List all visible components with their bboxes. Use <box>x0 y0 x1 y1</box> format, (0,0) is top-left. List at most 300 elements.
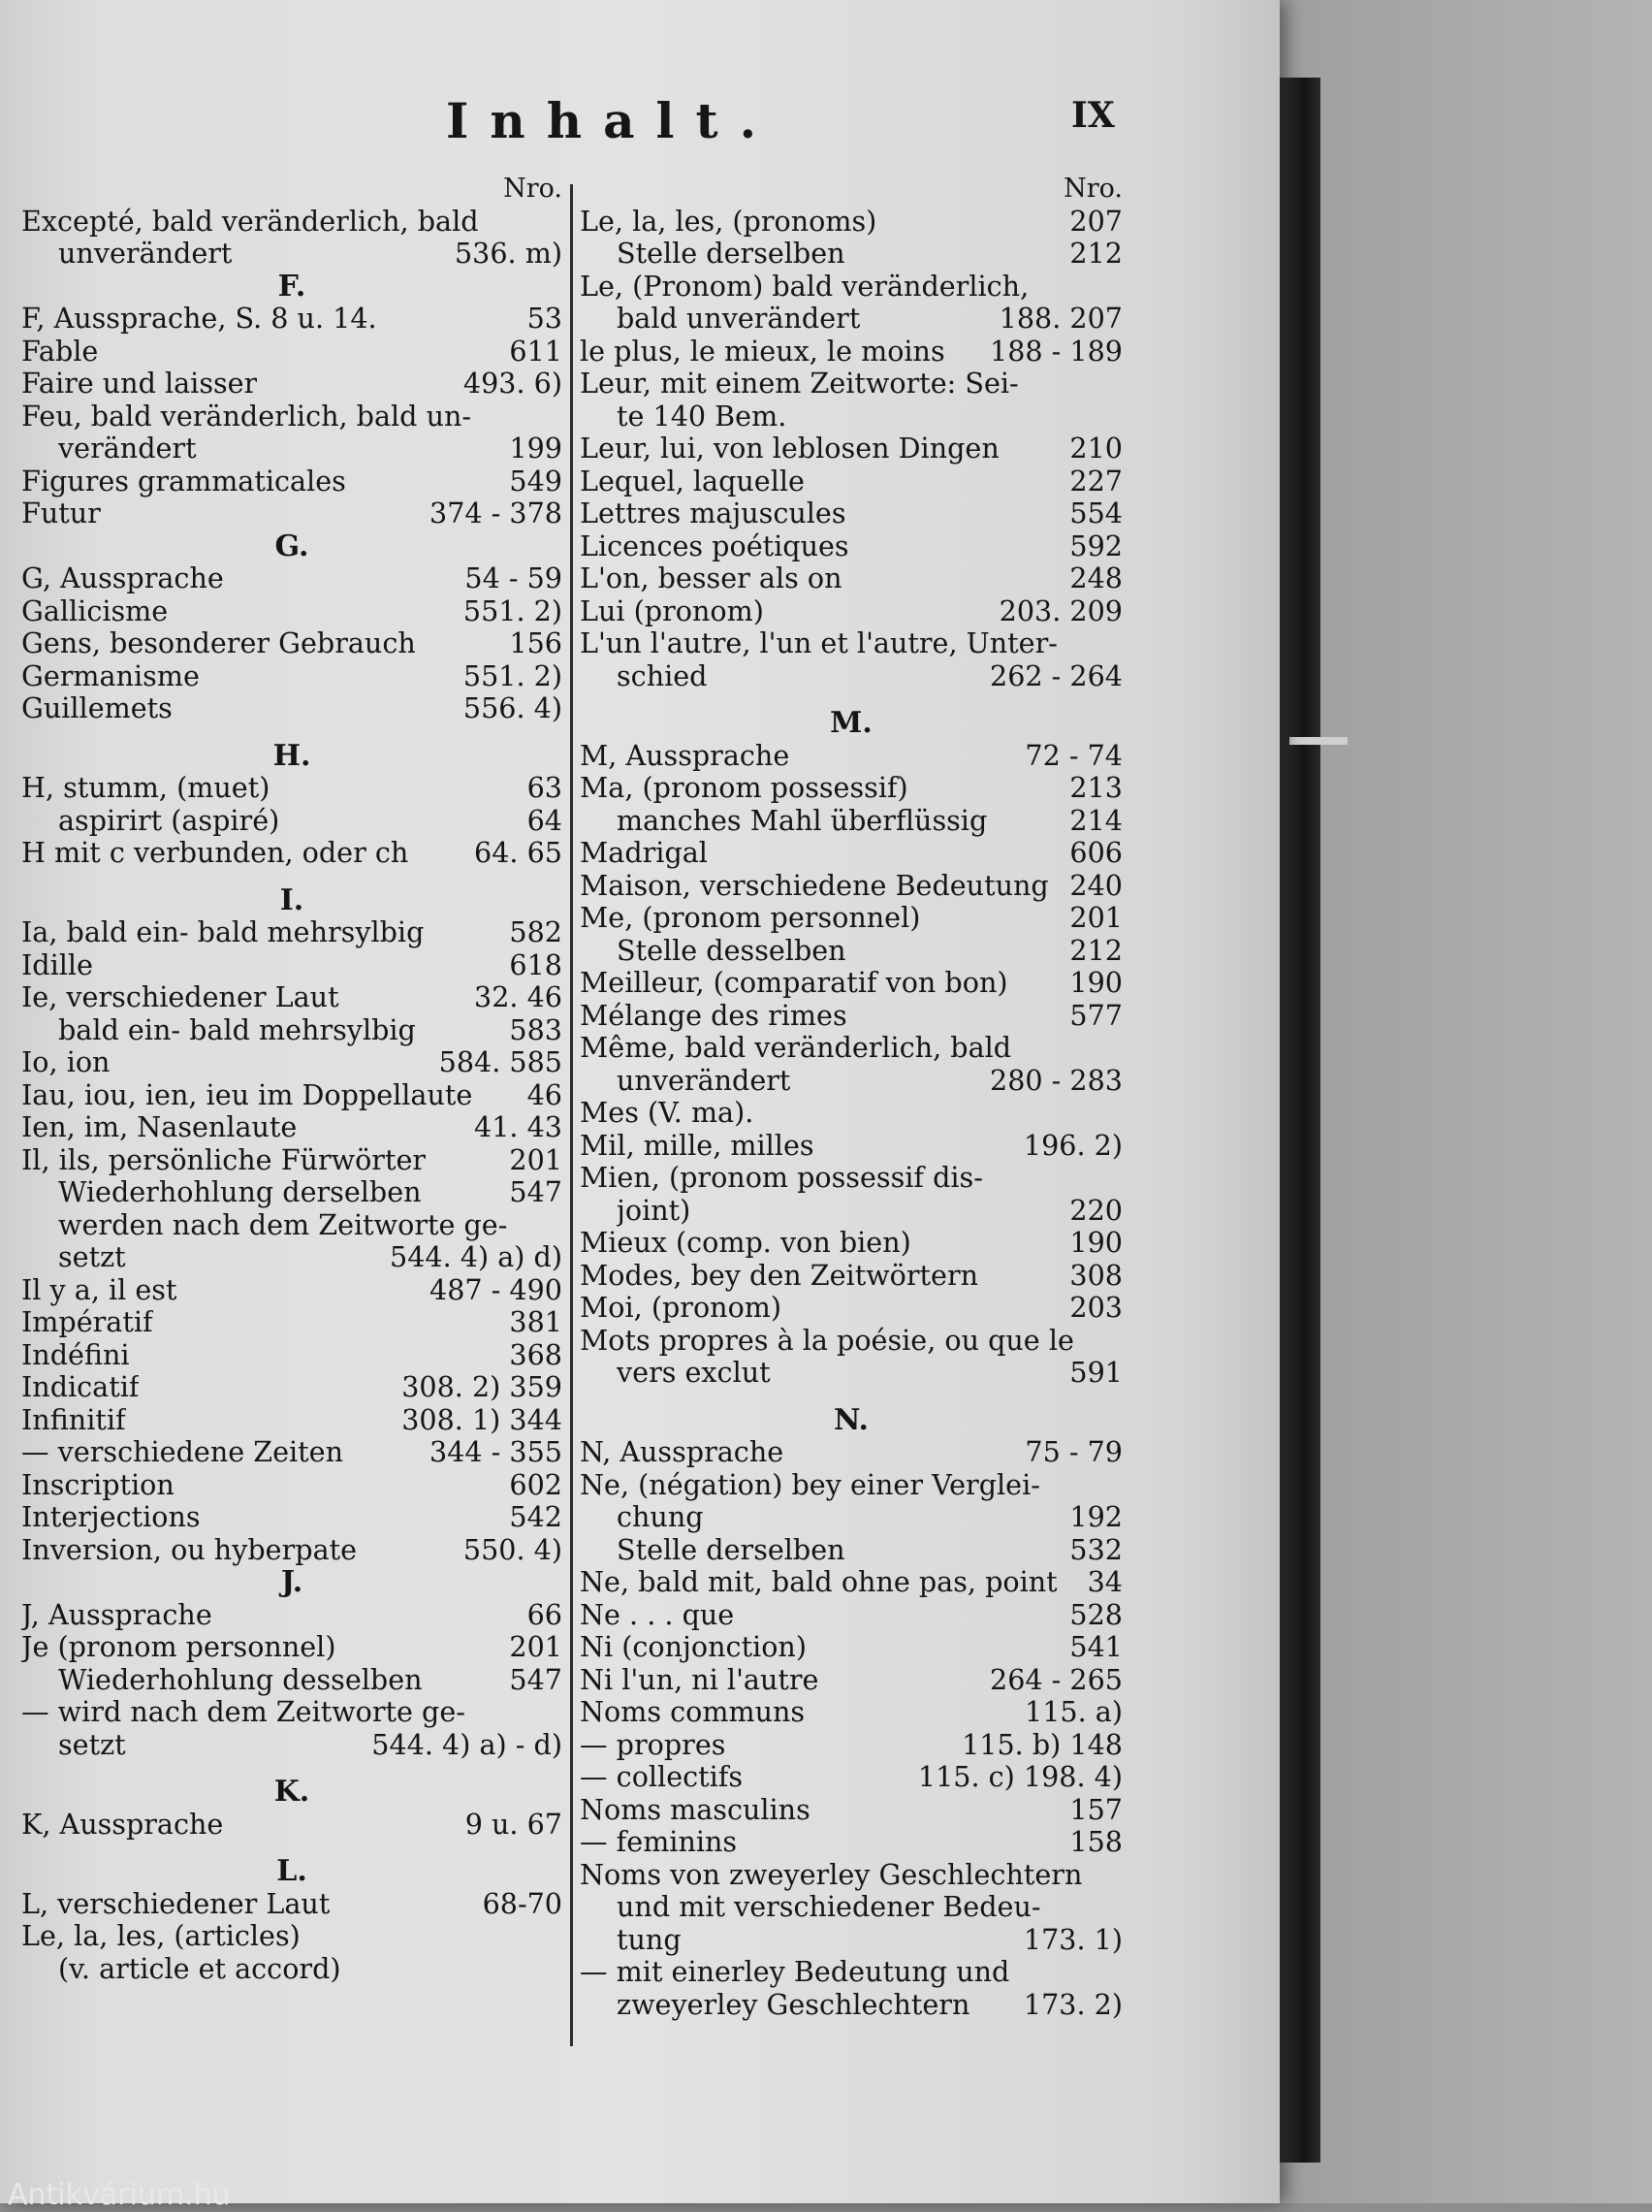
entry-term: Fable <box>21 335 99 368</box>
entry-term: zweyerley Geschlechtern <box>617 1988 970 2021</box>
index-entry <box>21 1046 562 1079</box>
entry-term: Modes, bey den Zeitwörtern <box>580 1259 979 1292</box>
entry-number: 213 <box>1069 771 1123 804</box>
index-entry <box>21 238 562 271</box>
index-entry <box>580 595 1123 628</box>
index-entry <box>580 1436 1123 1469</box>
entry-number: 551. 2) <box>462 658 562 692</box>
entry-term: Excepté, bald veränderlich, bald <box>21 205 479 238</box>
entry-term: Madrigal <box>580 837 708 869</box>
entry-number: 190 <box>1069 1226 1123 1259</box>
index-entry <box>21 1371 562 1404</box>
entry-number <box>1113 1956 1123 1989</box>
index-entry <box>580 562 1123 595</box>
bookmark-ribbon <box>1289 737 1348 745</box>
index-entry <box>580 740 1123 773</box>
entry-term: setzt <box>58 1728 126 1761</box>
entry-term: G, Aussprache <box>21 562 224 594</box>
entry-number: 203. 209 <box>999 593 1123 627</box>
index-entry <box>580 206 1123 239</box>
entry-term: Ien, im, Nasenlaute <box>21 1111 298 1143</box>
index-entry <box>580 1794 1123 1827</box>
index-entry <box>580 401 1123 433</box>
entry-number <box>1113 1162 1123 1195</box>
index-entry <box>21 1274 562 1307</box>
entry-term: Idille <box>21 948 93 981</box>
entry-number: 212 <box>1069 237 1123 270</box>
index-entry <box>580 530 1123 563</box>
entry-term: Wiederhohlung desselben <box>58 1663 423 1696</box>
index-entry <box>580 1097 1123 1130</box>
index-entry <box>580 1826 1123 1859</box>
entry-number: 532 <box>1069 1532 1123 1566</box>
index-entry <box>580 1325 1123 1358</box>
index-entry <box>21 1241 562 1274</box>
page-title: Inhalt. <box>446 92 778 149</box>
index-entry <box>580 1000 1123 1033</box>
entry-term: Noms masculins <box>580 1793 810 1826</box>
entry-term: Impératif <box>21 1306 153 1338</box>
index-entry <box>580 1162 1123 1195</box>
spacer <box>580 1390 1123 1404</box>
index-entry <box>580 368 1123 401</box>
section-letter: G. <box>274 529 309 563</box>
entry-number: 190 <box>1069 966 1123 999</box>
entry-number: 592 <box>1069 529 1123 562</box>
index-entry <box>21 336 562 369</box>
entry-number: 541 <box>1069 1630 1123 1663</box>
index-entry <box>21 805 562 838</box>
entry-number <box>553 206 562 239</box>
entry-number: 115. c) 198. 4) <box>917 1760 1123 1793</box>
index-entry <box>21 1888 562 1921</box>
entry-number: 75 - 79 <box>1025 1435 1123 1468</box>
index-entry <box>21 497 562 530</box>
entry-term: Licences poétiques <box>580 529 849 562</box>
index-entry <box>580 1292 1123 1325</box>
entry-term: Le, la, les, (articles) <box>21 1920 301 1952</box>
entry-number: 53 <box>526 302 562 335</box>
index-entry <box>21 772 562 805</box>
entry-term: — wird nach dem Zeitworte ge- <box>21 1696 465 1728</box>
entry-number: 9 u. 67 <box>464 1807 562 1841</box>
entry-number: 41. 43 <box>474 1110 562 1143</box>
entry-number: 544. 4) a) d) <box>390 1240 562 1273</box>
index-entry <box>21 1209 562 1242</box>
entry-term: Germanisme <box>21 659 200 692</box>
index-entry <box>580 1729 1123 1762</box>
entry-term: Noms communs <box>580 1696 806 1728</box>
entry-term: Stelle desselben <box>617 934 846 967</box>
section-letter: H. <box>272 738 311 773</box>
entry-term: Infinitif <box>21 1403 126 1436</box>
entry-term: Inversion, ou hyberpate <box>21 1533 358 1566</box>
entry-number: 201 <box>509 1630 562 1663</box>
index-entry <box>21 401 562 433</box>
index-entry <box>580 433 1123 465</box>
index-column-left <box>21 173 562 1985</box>
entry-term: Guillemets <box>21 692 173 724</box>
entry-number <box>553 1953 562 1986</box>
entry-number: 115. b) 148 <box>962 1727 1123 1761</box>
index-entry <box>580 870 1123 903</box>
entry-number: 544. 4) a) - d) <box>371 1727 562 1761</box>
entry-number: 227 <box>1069 464 1123 497</box>
column-divider <box>570 184 573 2046</box>
spacer <box>21 1841 562 1855</box>
index-entry <box>21 465 562 498</box>
spacer <box>21 870 562 884</box>
entry-number <box>1113 1325 1123 1358</box>
index-entry <box>580 1859 1123 1892</box>
nro-label: Nro. <box>1064 174 1123 204</box>
index-entry <box>21 1920 562 1953</box>
spacer <box>21 725 562 740</box>
entry-term: Il y a, il est <box>21 1273 177 1306</box>
entry-term: Figures grammaticales <box>21 465 346 497</box>
entry-number: 542 <box>509 1500 562 1533</box>
entry-term: Ne, bald mit, bald ohne pas, point <box>580 1566 1058 1598</box>
entry-number: 549 <box>509 464 562 497</box>
entry-term: Mieux (comp. von bien) <box>580 1227 911 1259</box>
entry-number: 188 - 189 <box>990 334 1123 368</box>
entry-number: 64 <box>526 803 562 837</box>
index-entry <box>580 967 1123 1000</box>
entry-term: Wiederhohlung derselben <box>58 1176 422 1208</box>
entry-term: aspirirt (aspiré) <box>58 804 280 837</box>
page-number: IX <box>1071 95 1115 136</box>
section-letter: K. <box>273 1775 310 1809</box>
entry-number <box>1113 401 1123 433</box>
nro-label: Nro. <box>503 174 562 204</box>
entry-number: 591 <box>1069 1356 1123 1389</box>
entry-number: 344 - 355 <box>429 1435 562 1468</box>
entry-number: 214 <box>1069 803 1123 837</box>
entry-number <box>1113 1859 1123 1892</box>
entry-term: vers exclut <box>617 1357 771 1389</box>
index-entry <box>580 497 1123 530</box>
section-letter: J. <box>280 1565 303 1599</box>
index-entry <box>21 837 562 870</box>
entry-term: Gens, besonderer Gebrauch <box>21 627 416 659</box>
spacer <box>21 1761 562 1776</box>
entry-term: te 140 Bem. <box>617 400 787 433</box>
entry-number: 64. 65 <box>474 836 562 869</box>
entry-term: Ne, (négation) bey einer Verglei- <box>580 1468 1040 1501</box>
entry-number: 201 <box>1069 901 1123 934</box>
entry-term: werden nach dem Zeitworte ge- <box>58 1208 508 1241</box>
entry-number: 487 - 490 <box>429 1272 562 1306</box>
entry-term: Leur, lui, von leblosen Dingen <box>580 433 1000 465</box>
entry-term: Io, ion <box>21 1046 111 1078</box>
entry-term: Ma, (pronom possessif) <box>580 772 908 804</box>
entry-number <box>553 1209 562 1242</box>
entry-number: 554 <box>1069 497 1123 529</box>
entry-number: 212 <box>1069 933 1123 967</box>
index-entry <box>580 1260 1123 1293</box>
watermark: Antikvárium.hu <box>8 2178 231 2212</box>
entry-term: F, Aussprache, S. 8 u. 14. <box>21 303 377 335</box>
index-entry <box>580 902 1123 935</box>
entry-number: 203 <box>1069 1291 1123 1324</box>
entry-term: L'on, besser als on <box>580 562 842 594</box>
entry-number <box>1113 271 1123 304</box>
entry-number: 583 <box>509 1012 562 1046</box>
entry-number: 582 <box>509 915 562 948</box>
index-entry <box>580 1761 1123 1794</box>
entry-term: Même, bald veränderlich, bald <box>580 1032 1012 1064</box>
index-entry <box>580 1130 1123 1163</box>
entry-term: Le, (Pronom) bald veränderlich, <box>580 270 1030 303</box>
index-entry <box>21 1664 562 1697</box>
entry-term: Stelle derselben <box>617 1533 845 1566</box>
entry-term: Ni (conjonction) <box>580 1631 807 1663</box>
entry-term: Faire und laisser <box>21 368 258 400</box>
entry-term: verändert <box>58 433 197 465</box>
entry-number: 66 <box>526 1597 562 1631</box>
entry-term: tung <box>617 1923 682 1956</box>
entry-term: Iau, iou, ien, ieu im Doppellaute <box>21 1078 473 1111</box>
index-entry <box>580 1357 1123 1390</box>
entry-term: Mes (V. ma). <box>580 1097 754 1129</box>
entry-term: H, stumm, (muet) <box>21 772 270 804</box>
index-entry <box>21 1111 562 1144</box>
index-entry <box>580 1195 1123 1228</box>
entry-number: 264 - 265 <box>990 1662 1123 1696</box>
entry-number: 115. a) <box>1025 1695 1123 1728</box>
entry-term: J, Aussprache <box>21 1598 212 1631</box>
entry-number: 32. 46 <box>474 980 562 1013</box>
entry-term: Lequel, laquelle <box>580 465 805 497</box>
entry-term: Indicatif <box>21 1371 140 1403</box>
index-entry <box>21 1729 562 1762</box>
index-entry <box>580 837 1123 870</box>
index-entry <box>580 1566 1123 1599</box>
entry-number: 201 <box>509 1142 562 1176</box>
entry-term: Feu, bald veränderlich, bald un- <box>21 400 472 433</box>
entry-term: le plus, le mieux, le moins <box>580 335 945 368</box>
index-entry <box>580 1065 1123 1098</box>
entry-number: 550. 4) <box>462 1532 562 1566</box>
entry-number <box>553 1920 562 1953</box>
entry-term: M, Aussprache <box>580 739 790 772</box>
index-entry <box>580 805 1123 838</box>
section-letter: L. <box>276 1854 307 1888</box>
index-entry <box>580 1924 1123 1957</box>
entry-number: 280 - 283 <box>990 1063 1123 1097</box>
index-entry <box>580 1032 1123 1065</box>
entry-number: 618 <box>509 947 562 981</box>
entry-term: — propres <box>580 1728 726 1761</box>
entry-term: Moi, (pronom) <box>580 1292 782 1324</box>
entry-term: Je (pronom personnel) <box>21 1631 336 1663</box>
index-entry <box>580 1501 1123 1534</box>
entry-number: 547 <box>509 1662 562 1696</box>
entry-term: N, Aussprache <box>580 1436 784 1468</box>
index-entry <box>580 1227 1123 1260</box>
entry-term: joint) <box>617 1194 691 1227</box>
entry-number: 262 - 264 <box>990 658 1123 692</box>
index-entry <box>21 660 562 693</box>
entry-term: Lui (pronom) <box>580 594 764 627</box>
section-letter: F. <box>277 269 306 304</box>
entry-number <box>553 401 562 433</box>
index-entry <box>580 1469 1123 1502</box>
entry-term: Futur <box>21 497 101 529</box>
index-entry <box>21 1696 562 1729</box>
entry-number: 374 - 378 <box>429 497 562 529</box>
entry-term: Mots propres à la poésie, ou que le <box>580 1324 1074 1357</box>
index-entry <box>580 1631 1123 1664</box>
entry-number: 188. 207 <box>999 302 1123 335</box>
entry-number <box>1113 368 1123 401</box>
index-entry <box>580 1956 1123 1989</box>
index-entry <box>21 368 562 401</box>
entry-number: 606 <box>1069 836 1123 869</box>
index-entry <box>21 1306 562 1339</box>
entry-number: 63 <box>526 771 562 804</box>
index-entry <box>580 303 1123 336</box>
index-entry <box>21 562 562 595</box>
index-entries-right <box>580 206 1123 2022</box>
index-entry <box>21 433 562 465</box>
entry-term: Gallicisme <box>21 594 169 627</box>
entry-term: Meilleur, (comparatif von bon) <box>580 967 1008 999</box>
entry-term: Interjections <box>21 1501 201 1533</box>
entry-number <box>1113 1032 1123 1065</box>
entry-number: 308 <box>1069 1258 1123 1292</box>
entry-number: 536. m) <box>454 237 562 270</box>
book-edge <box>1278 78 1320 2163</box>
entry-term: — feminins <box>580 1826 738 1858</box>
section-letter: N. <box>834 1402 869 1437</box>
entry-term: bald ein- bald mehrsylbig <box>58 1013 416 1046</box>
entry-term: Ie, verschiedener Laut <box>21 981 339 1013</box>
entry-term: K, Aussprache <box>21 1808 224 1841</box>
index-entry <box>21 1404 562 1437</box>
entry-number: 196. 2) <box>1023 1128 1123 1162</box>
index-entry <box>21 1436 562 1469</box>
index-entries-left <box>21 206 562 1986</box>
index-entry <box>21 1014 562 1047</box>
entry-number <box>1113 627 1123 660</box>
spacer <box>580 692 1123 707</box>
entry-number: 192 <box>1069 1500 1123 1533</box>
index-entry <box>580 271 1123 304</box>
entry-number: 584. 585 <box>438 1045 562 1078</box>
index-entry <box>21 916 562 949</box>
entry-number: 381 <box>509 1305 562 1338</box>
entry-number: 54 - 59 <box>464 561 562 594</box>
entry-number: 368 <box>509 1337 562 1371</box>
entry-number: 157 <box>1069 1792 1123 1826</box>
index-entry <box>580 238 1123 271</box>
entry-number: 220 <box>1069 1193 1123 1227</box>
index-entry <box>21 1953 562 1986</box>
index-entry <box>580 1696 1123 1729</box>
index-entry <box>21 1534 562 1567</box>
entry-term: Noms von zweyerley Geschlechtern <box>580 1858 1083 1891</box>
index-entry <box>580 627 1123 660</box>
entry-term: und mit verschiedener Bedeu- <box>617 1891 1041 1923</box>
entry-number: 547 <box>509 1175 562 1208</box>
entry-number: 199 <box>509 432 562 465</box>
index-entry <box>580 935 1123 968</box>
entry-term: Ni l'un, ni l'autre <box>580 1663 819 1696</box>
entry-term: Lettres majuscules <box>580 497 846 529</box>
entry-number: 556. 4) <box>462 691 562 724</box>
entry-number: 248 <box>1069 561 1123 594</box>
entry-term: Inscription <box>21 1468 175 1501</box>
entry-number: 240 <box>1069 868 1123 902</box>
index-entry <box>21 1469 562 1502</box>
index-entry <box>21 1144 562 1177</box>
entry-term: — mit einerley Bedeutung und <box>580 1956 1010 1988</box>
entry-number: 528 <box>1069 1597 1123 1631</box>
index-column-right <box>580 173 1123 2021</box>
entry-term: (v. article et accord) <box>58 1952 341 1985</box>
entry-number <box>553 1696 562 1729</box>
index-entry <box>21 1809 562 1842</box>
entry-number: 72 - 74 <box>1025 738 1123 772</box>
index-entry <box>580 1891 1123 1924</box>
entry-term: schied <box>617 659 708 692</box>
entry-number: 602 <box>509 1467 562 1501</box>
section-letter: I. <box>279 882 304 917</box>
index-entry <box>21 595 562 628</box>
index-entry <box>21 627 562 660</box>
entry-number: 493. 6) <box>462 367 562 400</box>
index-entry <box>21 1599 562 1632</box>
entry-term: Ia, bald ein- bald mehrsylbig <box>21 916 425 948</box>
index-entry <box>580 1989 1123 2022</box>
entry-term: manches Mahl überflüssig <box>617 804 988 837</box>
entry-number: 173. 1) <box>1023 1922 1123 1956</box>
section-letter: M. <box>830 706 873 740</box>
entry-term: Indéfini <box>21 1338 130 1371</box>
entry-number: 308. 1) 344 <box>401 1402 562 1436</box>
index-entry <box>21 303 562 336</box>
entry-term: — collectifs <box>580 1761 744 1793</box>
entry-number: 210 <box>1069 432 1123 465</box>
entry-number: 551. 2) <box>462 593 562 627</box>
entry-term: Mélange des rimes <box>580 999 847 1032</box>
entry-term: Le, la, les, (pronoms) <box>580 205 877 238</box>
entry-term: Maison, verschiedene Bedeutung <box>580 869 1049 902</box>
index-entry <box>580 660 1123 693</box>
entry-term: Stelle derselben <box>617 238 845 270</box>
index-entry <box>580 336 1123 369</box>
entry-number <box>1113 1469 1123 1502</box>
index-entry <box>21 1631 562 1664</box>
entry-number: 34 <box>1087 1565 1123 1598</box>
index-entry <box>580 1599 1123 1632</box>
index-entry <box>21 692 562 725</box>
index-entry <box>21 949 562 982</box>
entry-term: Me, (pronom personnel) <box>580 902 921 934</box>
index-entry <box>580 772 1123 805</box>
entry-number: 207 <box>1069 204 1123 238</box>
index-entry <box>21 1176 562 1209</box>
entry-term: bald unverändert <box>617 303 861 335</box>
entry-term: Leur, mit einem Zeitworte: Sei- <box>580 368 1019 400</box>
entry-number: 156 <box>509 626 562 659</box>
index-entry <box>580 465 1123 498</box>
entry-term: H mit c verbunden, oder ch <box>21 837 409 869</box>
index-entry <box>21 1079 562 1112</box>
entry-term: setzt <box>58 1241 126 1273</box>
entry-number: 611 <box>509 334 562 368</box>
